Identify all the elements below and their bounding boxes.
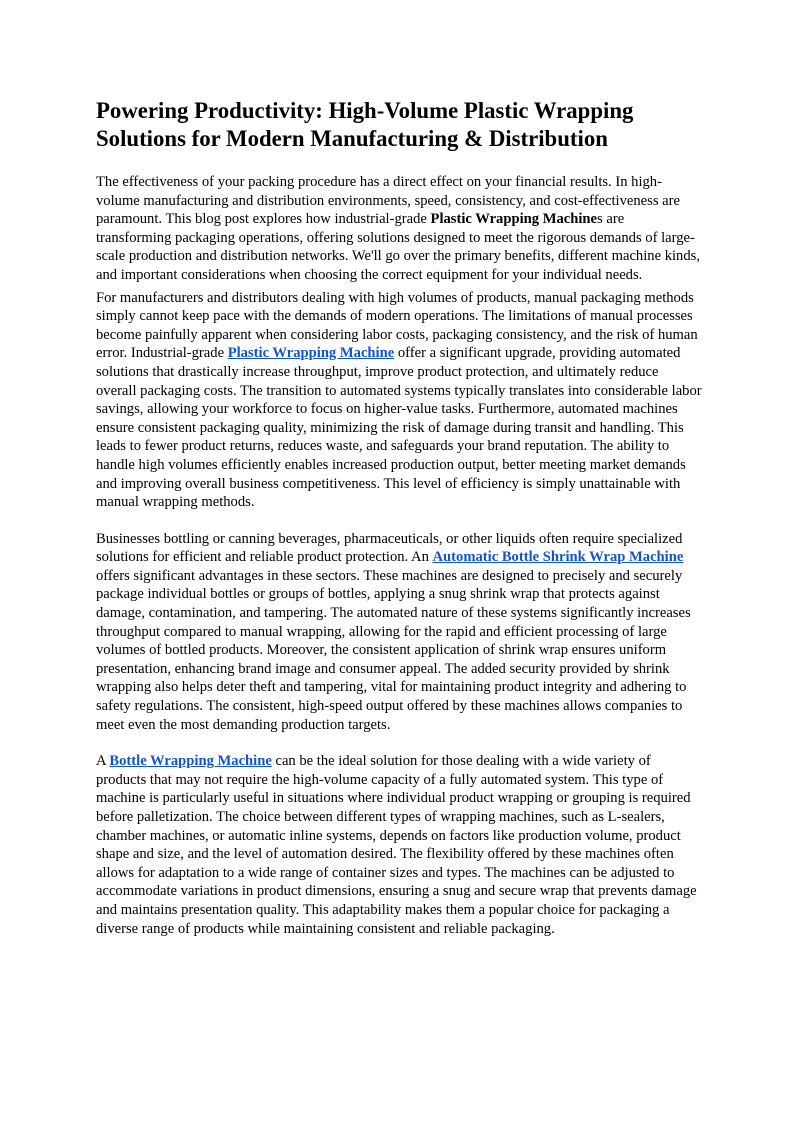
bottle-wrapping-text-end: can be the ideal solution for those dealing with a wide variety of products that may not require the high-volume capacity of a fully automated system. This type of machine is particularly useful in situations where individual product wrapping or grouping is required before palletization. The choice between different types of wrapping machines, such as L-sealers, chamber machines, or automatic inline systems, depends on factors like production volume, product shape and size, and the level of automation desired. The flexibility offered by these machines often allows for adaptation to a wide range of container sizes and types. The machines can be adjusted to accommodate variations in product dimensions, ensuring a snug and secure wrap that prevents damage and maintains presentation quality. This adaptability makes them a popular choice for packaging a diverse range of products while maintaining consistent and reliable packaging. (96, 753, 697, 937)
intro-text-start: The effectiveness of your packing procedure has a direct effect on your financial results. In high-volume manufacturing and distribution environments, speed, consistency, and cost-effectiveness are paramount. This blog post explores how industrial-grade (96, 174, 680, 228)
intro-text-end: s are transforming packaging operations, offering solutions designed to meet the rigorous demands of large-scale production and distribution networks. We'll go over the primary benefits, different machine kinds, and important considerations when choosing the correct equipment for your individual needs. (96, 211, 700, 283)
shrink-wrap-text-start: Businesses bottling or canning beverages, pharmaceuticals, or other liquids often require specialized solutions for efficient and reliable product protection. An (96, 530, 683, 566)
plastic-wrapping-machine-bold: Plastic Wrapping Machine (430, 211, 598, 228)
bottle-wrapping-paragraph (96, 752, 702, 938)
shrink-wrap-paragraph (96, 530, 702, 735)
article-title: Powering Productivity: High-Volume Plastic Wrapping Solutions for Modern Manufacturing & Distribution (96, 98, 634, 151)
bottle-wrapping-text-start: A (96, 753, 110, 770)
shrink-wrap-text-end: offers significant advantages in these sectors. These machines are designed to precisely and securely package individual bottles or groups of bottles, applying a snug shrink wrap that protects against damage, contamination, and tampering. The automated nature of these systems significantly increases throughput compared to manual wrapping, allowing for the rapid and efficient processing of large volumes of bottled products. Moreover, the consistent application of shrink wrap ensures uniform presentation, enhancing brand image and consumer appeal. The added security provided by shrink wrapping also helps deter theft and tampering, vital for maintaining product integrity and adhering to safety regulations. The consistent, high-speed output offered by these machines allows companies to meet even the most demanding production targets. (96, 567, 691, 733)
automatic-bottle-shrink-wrap-machine-link[interactable]: Automatic Bottle Shrink Wrap Machine (432, 549, 684, 566)
benefits-text-start: For manufacturers and distributors dealing with high volumes of products, manual packaging methods simply cannot keep pace with the demands of modern operations. The limitations of manual processes become painfully apparent when considering labor costs, packaging consistency, and the risk of human error. Industrial-grade (96, 289, 698, 362)
intro-paragraph (96, 173, 702, 285)
bottle-wrapping-machine-link[interactable]: Bottle Wrapping Machine (109, 753, 272, 770)
benefits-text-end: offer a significant upgrade, providing automated solutions that drastically increase throughput, improve product protection, and ultimately reduce overall packaging costs. The transition to automated systems typically translates into considerable labor savings, allowing your workforce to focus on higher-value tasks. Furthermore, automated machines ensure consistent packaging quality, minimizing the risk of damage during transit and handling. This leads to fewer product returns, reduces waste, and safeguards your brand reputation. The ability to handle high volumes efficiently enables increased production output, better meeting market demands and improving overall business competitiveness. This level of efficiency is simply unattainable with manual wrapping methods. (96, 345, 702, 511)
article (96, 97, 702, 956)
benefits-paragraph (96, 289, 702, 512)
plastic-wrapping-machine-link[interactable]: Plastic Wrapping Machine (227, 345, 395, 362)
